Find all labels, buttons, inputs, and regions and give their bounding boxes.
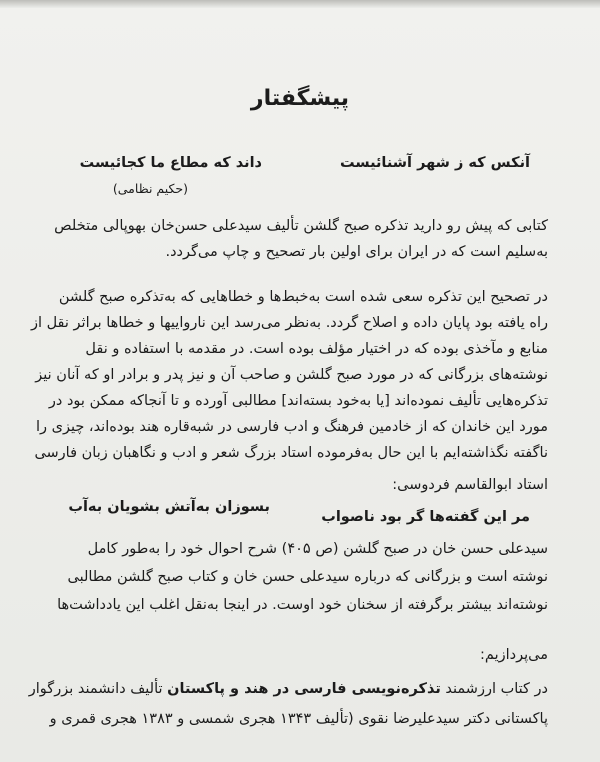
para4-prefix: در کتاب ارزشمند — [440, 681, 548, 697]
paragraph-4-line-1 — [29, 678, 548, 700]
paragraph-3-line-1: سیدعلی حسن خان در صبح گلشن (ص ۴۰۵) شرح احوال خود را به‌طور کامل — [87, 541, 548, 557]
paragraph-2-line-2: راه یافته بود پایان داده و اصلاح گردد. به‌نظر می‌رسد این نارواییها و خطاها براثر نقل از — [30, 315, 548, 331]
paragraph-2-line-1: در تصحیح این تذکره سعی شده است به‌خبط‌ها و خطاهایی که به‌تذکره صبح گلشن — [58, 289, 548, 305]
verse2-right-hemistich: مر این گفته‌ها گر بود ناصواب — [321, 509, 530, 525]
verse1-attribution: (حکیم نظامی) — [112, 181, 188, 196]
paragraph-3-line-2: نوشته است و بزرگانی که درباره سیدعلی حسن خان و کتاب صبح گلشن مطالبی — [67, 569, 548, 585]
para4-suffix: تألیف دانشمند بزرگوار — [28, 681, 168, 697]
paragraph-3-line-3: نوشته‌اند بیشتر برگرفته از سخنان خود اوست. در اینجا به‌نقل اغلب این یادداشت‌ها — [57, 597, 548, 613]
paragraph-2-line-7: ناگفته نگذاشته‌ایم با این حال به‌فرموده استاد بزرگ شعر و ادب و نگاهبان زبان فارسی — [34, 445, 548, 461]
book-title-bold: تذکره‌نویسی فارسی در هند و پاکستان — [167, 681, 441, 697]
paragraph-2-line-6: مورد این خاندان که از خادمین فرهنگ و ادب فارسی در شبه‌قاره هند بوده‌اند، چیزی را — [35, 419, 548, 435]
paragraph-4-line-2: پاکستانی دکتر سیدعلیرضا نقوی (تألیف ۱۳۴۳ هجری شمسی و ۱۳۸۳ هجری قمری و — [49, 711, 548, 727]
paragraph-1-line-2: به‌سلیم است که در ایران برای اولین بار تصحیح و چاپ می‌گردد. — [165, 244, 548, 260]
paragraph-3-line-4: می‌پردازیم: — [480, 647, 548, 663]
verse1-right-hemistich: آنکس که ز شهر آشنائیست — [339, 155, 530, 171]
verse2-left-hemistich: بسوزان به‌آتش بشویان به‌آب — [68, 499, 270, 515]
paragraph-1-line-1: کتابی که پیش رو دارید تذکره صبح گلشن تألیف سیدعلی حسن‌خان بهوپالی متخلص — [54, 218, 548, 234]
page-edge-shadow — [0, 0, 600, 8]
paragraph-2-line-8: استاد ابوالقاسم فردوسی: — [392, 477, 548, 493]
paragraph-2-line-4: نوشته‌های بزرگانی که در مورد صبح گلشن و صاحب آن و نیز پدر و برادر او که آنان نیز — [35, 367, 548, 383]
paragraph-2-line-3: منابع و مآخذی بوده که در اختیار مؤلف بوده است. در مقدمه با استفاده و نقل — [85, 341, 548, 357]
verse1-left-hemistich: داند که مطاع ما کجائیست — [79, 155, 262, 171]
paragraph-2-line-5: تذکره‌هایی تألیف نموده‌اند [یا به‌خود بسته‌اند] مطالبی آورده و تا آنجاکه ممکن بود در — [48, 393, 548, 409]
page-title: پیشگفتار — [250, 86, 350, 111]
